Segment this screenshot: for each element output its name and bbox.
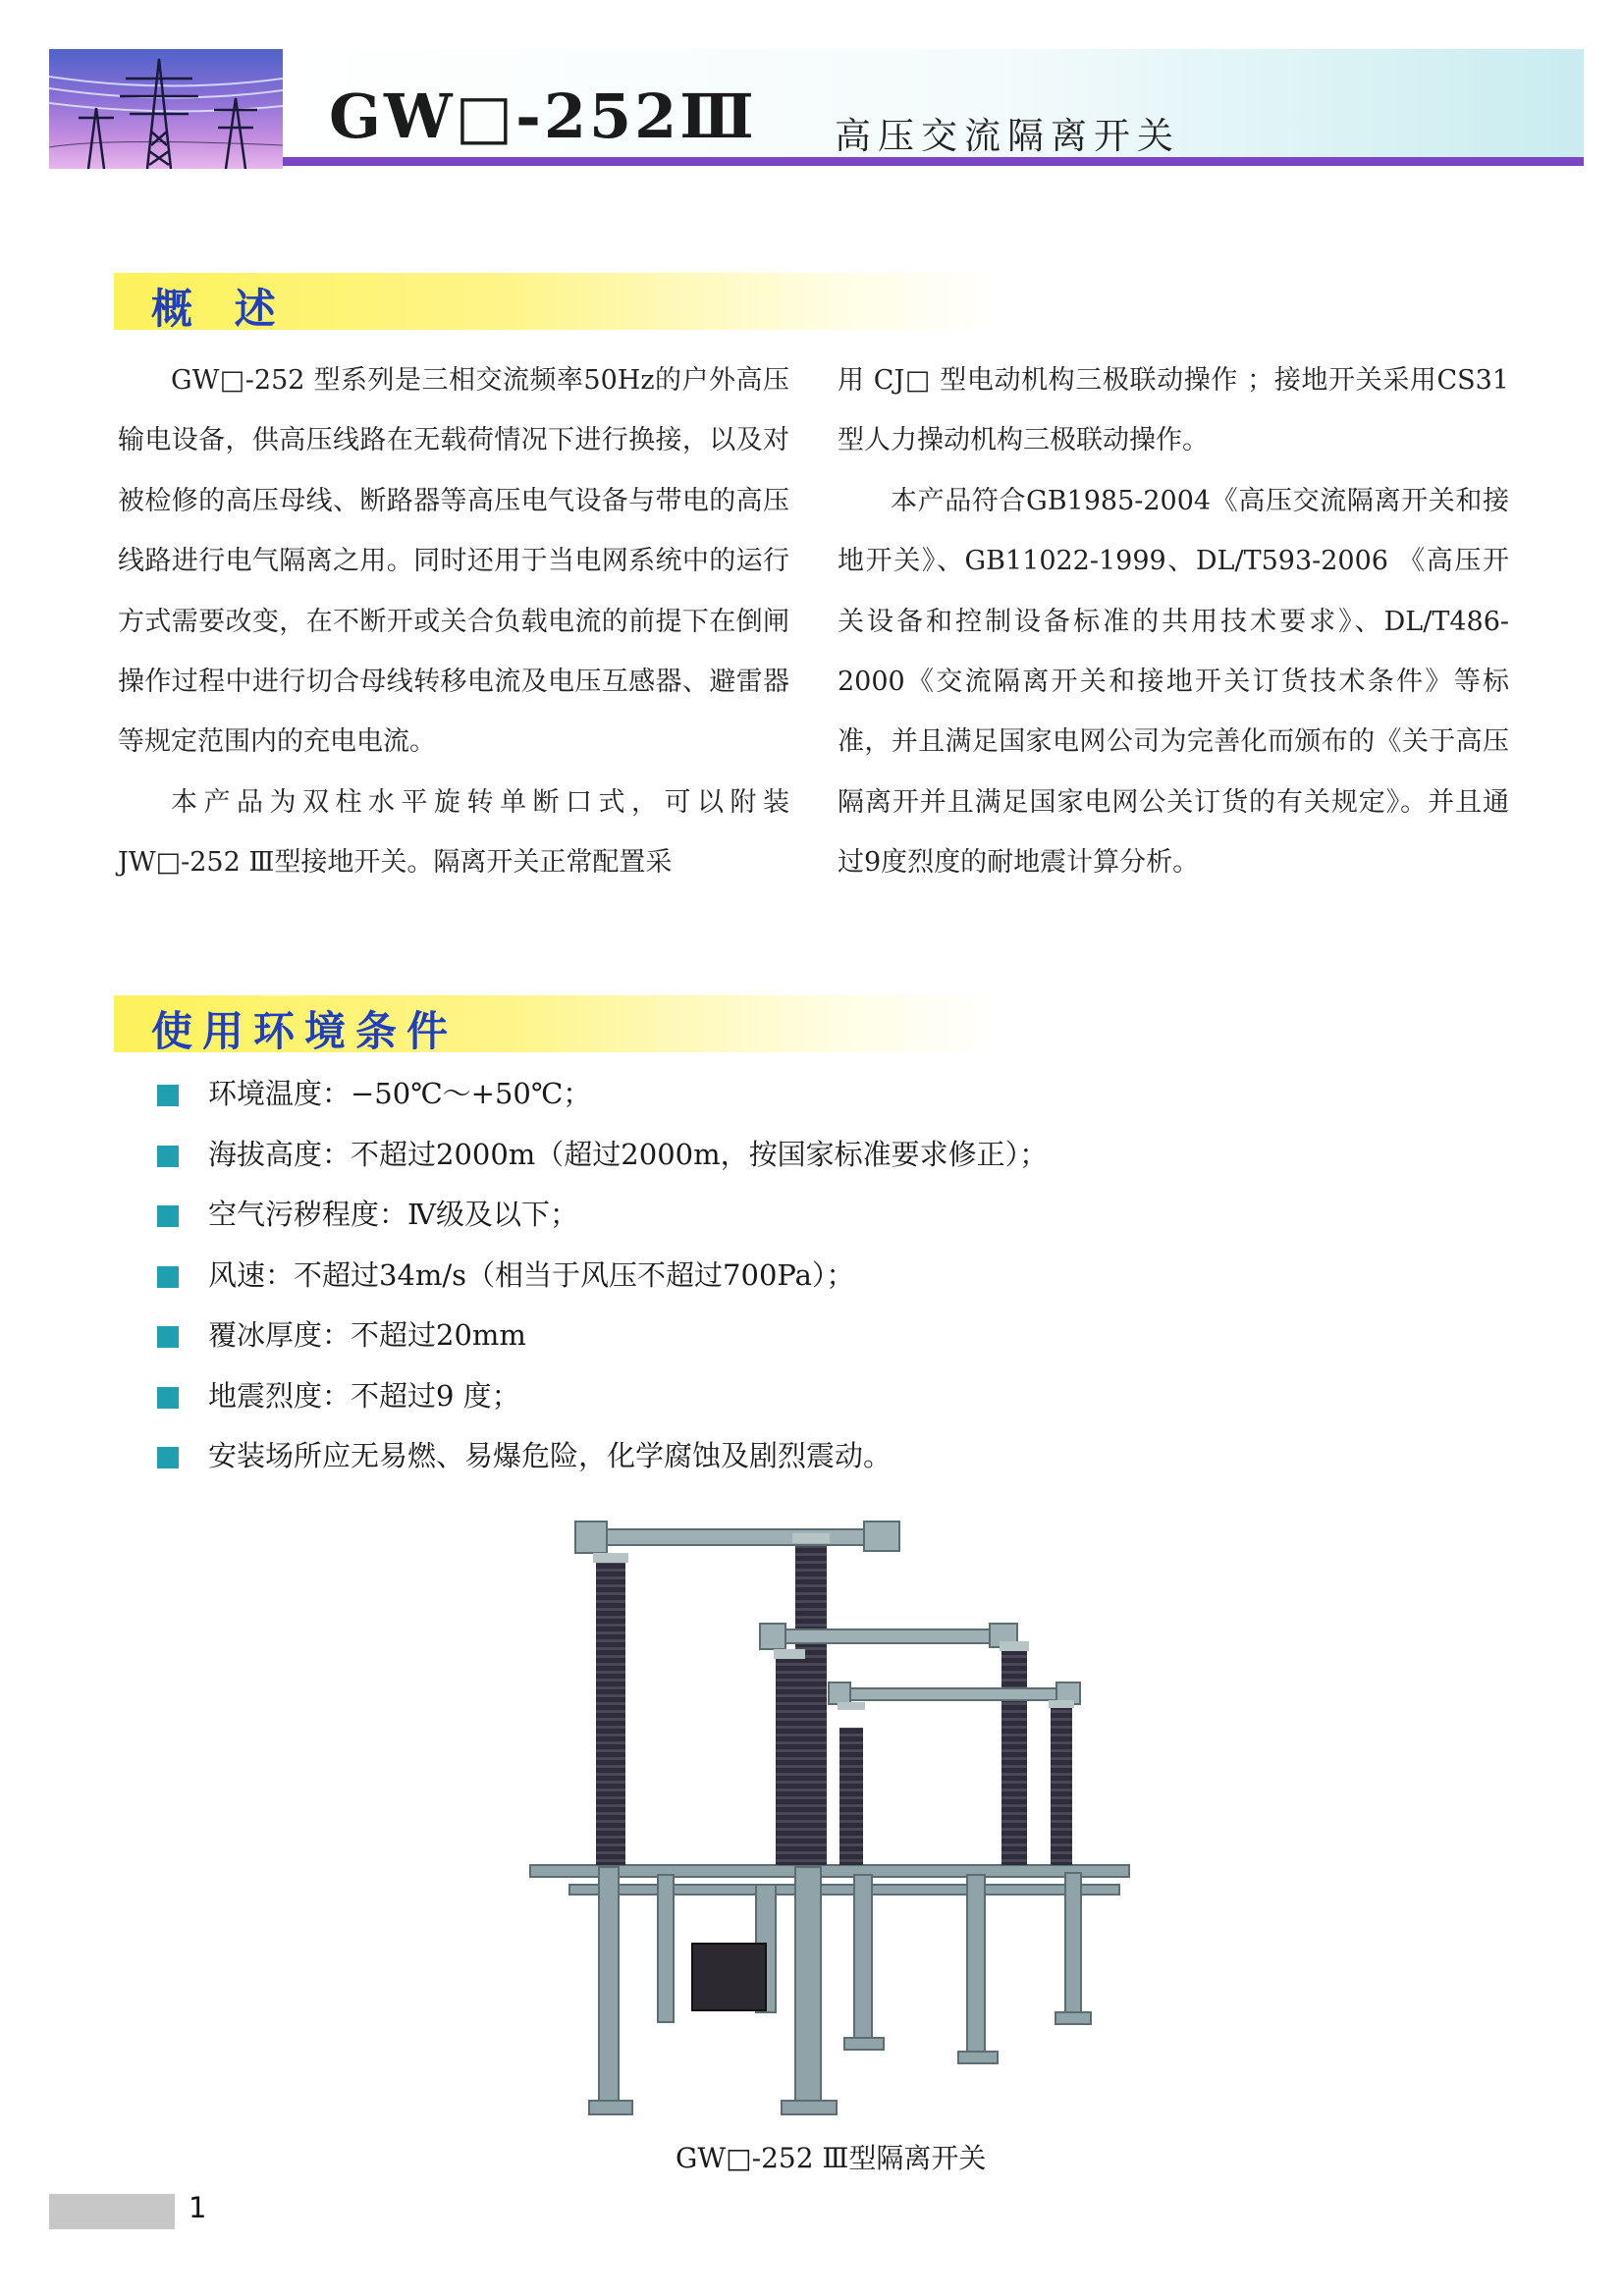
square-bullet-icon (157, 1266, 179, 1288)
overview-paragraph: GW□-252 型系列是三相交流频率50Hz的户外高压输电设备，供高压线路在无载荷情况下进行换接，以及对被检修的高压母线、断路器等高压电气设备与带电的高压线路进行电气隔离之用。同时还用于当电网系统中的运行方式需要改变，在不断开或关合负载电流的前提下在倒闸操作过程中进行切合母线转移电流及电压互感器、避雷器等规定范围内的充电电流。 (118, 365, 789, 758)
square-bullet-icon (157, 1326, 179, 1348)
power-transmission-tower-icon (49, 49, 283, 169)
square-bullet-icon (157, 1085, 179, 1106)
page-number-bar (49, 2194, 175, 2229)
square-bullet-icon (157, 1387, 179, 1409)
square-bullet-icon (157, 1146, 179, 1167)
overview-paragraph: 本产品为双柱水平旋转单断口式，可以附装JW□-252 Ⅲ型接地开关。隔离开关正常配置采 (118, 786, 789, 879)
square-bullet-icon (157, 1205, 179, 1227)
overview-left-column (118, 350, 789, 893)
page-subtitle: 高压交流隔离开关 (835, 115, 1180, 157)
square-bullet-icon (157, 1447, 179, 1468)
overview-right-column (838, 350, 1509, 893)
section-heading-overview-text: 概 述 (151, 285, 290, 333)
overview-paragraph: 本产品符合GB1985-2004《高压交流隔离开关和接地开关》、GB11022-1999、DL/T593-2006 《高压开关设备和控制设备标准的共用技术要求》、DL/T486-2000《交流隔离开关和接地开关订货技术条件》等标准，并且满足国家电网公司为完善化而颁布的《关于高压隔离开并且满足国家电网公关订货的有关规定》。并且通过9度烈度的耐地震计算分析。 (838, 485, 1509, 879)
page-title: GW□-252Ⅲ (329, 80, 757, 152)
page-number: 1 (189, 2191, 207, 2224)
section-heading-environment (114, 995, 998, 1055)
disconnect-switch-photo (511, 1482, 1149, 2120)
header-banner (49, 49, 1584, 169)
section-heading-environment-text: 使用环境条件 (151, 1007, 459, 1055)
section-heading-overview (114, 273, 998, 333)
figure-caption: GW□-252 Ⅲ型隔离开关 (676, 2142, 987, 2174)
overview-paragraph: 用 CJ□ 型电动机构三极联动操作 ；接地开关采用CS31 型人力操动机构三极联动操作。 (838, 365, 1509, 456)
